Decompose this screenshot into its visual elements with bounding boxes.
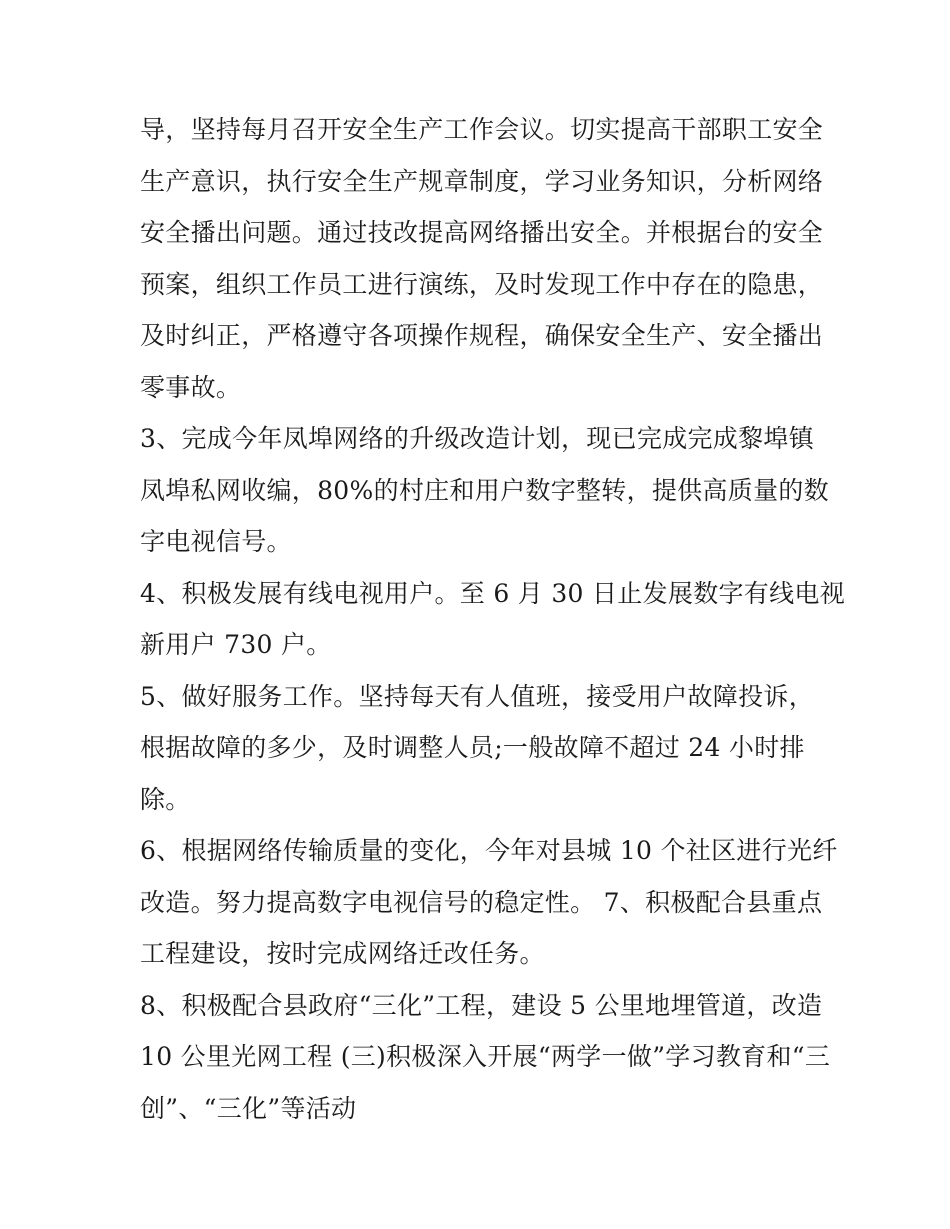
text-line: 凤埠私网收编，80%的村庄和用户数字整转，提供高质量的数 (140, 475, 829, 505)
text-line: 10 公里光网工程 (三)积极深入开展“两学一做”学习教育和“三 (140, 1042, 831, 1071)
text-line: 除。 (140, 784, 191, 814)
text-line: 预案，组织工作员工进行演练，及时发现工作中存在的隐患， (140, 269, 824, 299)
text-line: 生产意识，执行安全生产规章制度，学习业务知识，分析网络 (140, 166, 824, 196)
text-line: 及时纠正，严格遵守各项操作规程，确保安全生产、安全播出 (140, 321, 824, 350)
text-line: 4、积极发展有线电视用户。至 6 月 30 日止发展数字有线电视 (140, 578, 846, 608)
text-line: 创”、“三化”等活动 (140, 1093, 357, 1123)
text-line: 导，坚持每月召开安全生产工作会议。切实提高干部职工安全 (140, 115, 824, 144)
text-line: 8、积极配合县政府“三化”工程，建设 5 公里地埋管道，改造 (140, 990, 823, 1020)
text-line: 安全播出问题。通过技改提高网络播出安全。并根据台的安全 (140, 218, 824, 247)
text-line: 工程建设，按时完成网络迁改任务。 (140, 939, 545, 968)
text-line: 零事故。 (140, 372, 242, 402)
text-line: 字电视信号。 (140, 527, 292, 556)
document-body (140, 104, 846, 1134)
text-line: 5、做好服务工作。坚持每天有人值班，接受用户故障投诉， (140, 681, 815, 711)
text-line: 改造。努力提高数字电视信号的稳定性。 7、积极配合县重点 (140, 887, 823, 917)
text-line: 3、完成今年凤埠网络的升级改造计划，现已完成完成黎埠镇 (140, 424, 815, 453)
text-line: 根据故障的多少，及时调整人员;一般故障不超过 24 小时排 (140, 733, 805, 762)
text-line: 新用户 730 户。 (140, 630, 332, 659)
text-line: 6、根据网络传输质量的变化，今年对县城 10 个社区进行光纤 (140, 836, 838, 865)
